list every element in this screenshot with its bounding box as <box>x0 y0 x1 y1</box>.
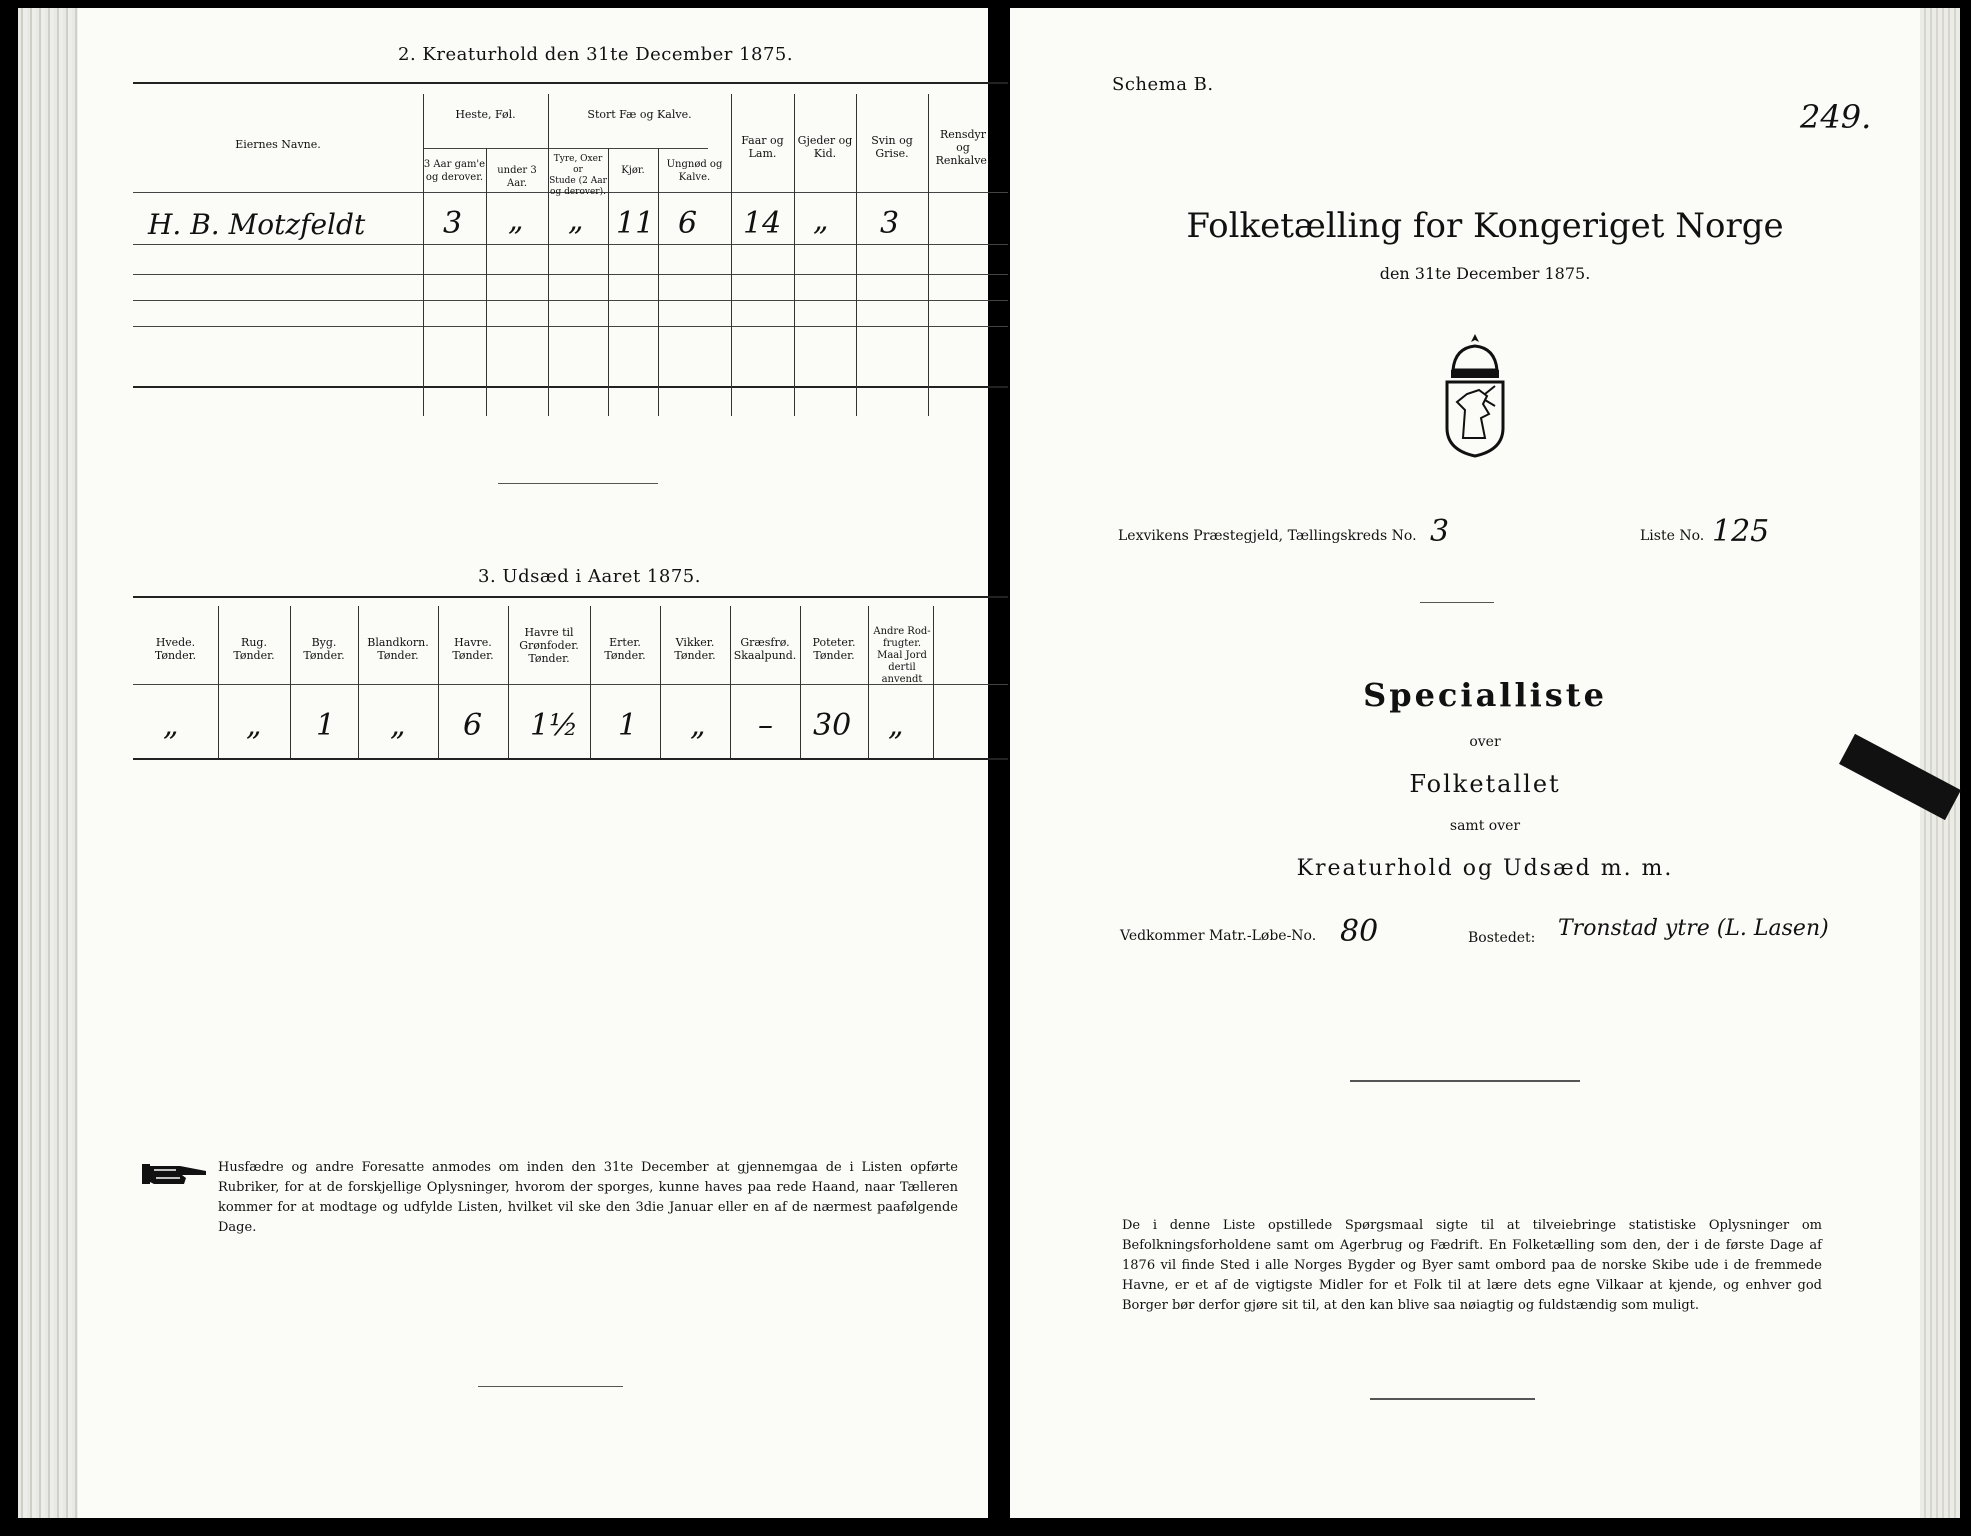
col-header-owner: Eiernes Navne. <box>235 138 321 151</box>
pointing-hand-icon <box>140 1158 210 1190</box>
col-header-rensdyr: Rensdyr og Renkalve. <box>935 128 991 167</box>
col-header-blandkorn: Blandkorn. Tønder. <box>367 636 429 662</box>
kreaturhold-text: Kreaturhold og Udsæd m. m. <box>1296 856 1674 881</box>
liste-label: Liste No. <box>1640 528 1705 544</box>
table-col <box>608 148 609 416</box>
cell-erter: 1 <box>618 708 638 743</box>
divider <box>1370 1398 1535 1400</box>
col-header-rug: Rug. Tønder. <box>233 636 275 662</box>
col-header-andre: Andre Rod- frugter. Maal Jord dertil anvendt <box>873 626 931 685</box>
schema-label: Schema B. <box>1112 74 1214 95</box>
cell-stort-a: „ <box>568 203 584 238</box>
table-col <box>358 606 359 758</box>
cell-vikker: „ <box>690 708 706 743</box>
col-header-gjeder: Gjeder og Kid. <box>797 134 853 160</box>
table-col <box>800 606 801 758</box>
col-header-heste: Heste, Føl. <box>455 108 516 121</box>
table-rule <box>133 274 1008 275</box>
matr-label: Vedkommer Matr.-Løbe-No. <box>1120 928 1317 944</box>
cell-hvede: „ <box>163 708 179 743</box>
specialliste-title: Specialliste <box>1363 676 1607 714</box>
page-edge <box>18 8 78 1518</box>
col-header-stort-c: Ungnød og Kalve. <box>666 159 723 183</box>
table-rule <box>133 758 1008 760</box>
col-header-poteter: Poteter. Tønder. <box>812 636 856 662</box>
page-number: 249. <box>1800 98 1872 136</box>
cell-heste-a: 3 <box>443 206 463 241</box>
table-col <box>658 148 659 416</box>
col-header-havre-gronfoder: Havre til Grønfoder. Tønder. <box>519 626 579 665</box>
matr-number: 80 <box>1340 914 1379 949</box>
left-page <box>18 8 991 1518</box>
cell-havre-gronfoder: 1½ <box>530 708 579 743</box>
table-col <box>730 606 731 758</box>
divider <box>498 483 658 484</box>
cell-byg: 1 <box>316 708 336 743</box>
parish-label: Lexvikens Præstegjeld, Tællingskreds No. <box>1118 528 1417 544</box>
cell-havre: 6 <box>463 708 483 743</box>
col-header-stort-b: Kjør. <box>621 165 645 176</box>
section3-title: 3. Udsæd i Aaret 1875. <box>478 566 701 587</box>
col-header-hvede: Hvede. Tønder. <box>154 636 197 662</box>
cell-faar: 14 <box>743 206 782 241</box>
table-rule <box>133 596 1008 598</box>
cell-stort-b: 11 <box>616 206 655 241</box>
table-col <box>423 94 424 416</box>
over-text: over <box>1469 734 1501 750</box>
table-rule <box>133 386 1008 388</box>
divider <box>478 1386 623 1387</box>
table-rule <box>133 300 1008 301</box>
cell-svin: 3 <box>880 206 900 241</box>
col-header-stort: Stort Fæ og Kalve. <box>587 108 692 121</box>
right-page <box>1010 8 1960 1518</box>
col-header-heste-b: under 3 Aar. <box>497 165 537 189</box>
cell-rug: „ <box>246 708 262 743</box>
col-header-havre: Havre. Tønder. <box>452 636 494 662</box>
section2-title: 2. Kreaturhold den 31te December 1875. <box>398 44 794 65</box>
table-rule <box>133 326 1008 327</box>
table-col <box>218 606 219 758</box>
col-header-erter: Erter. Tønder. <box>604 636 646 662</box>
cell-graesfro: – <box>758 708 773 743</box>
table-col <box>590 606 591 758</box>
owner-name: H. B. Motzfeldt <box>148 208 366 241</box>
divider <box>1350 1080 1580 1082</box>
cell-heste-b: „ <box>508 203 524 238</box>
table-col <box>660 606 661 758</box>
col-header-heste-a: 3 Aar gam'e og derover. <box>423 159 486 183</box>
col-header-svin: Svin og Grise. <box>871 134 913 160</box>
table-col <box>548 94 549 416</box>
divider <box>1420 602 1494 603</box>
col-header-vikker: Vikker. Tønder. <box>674 636 716 662</box>
table-rule <box>133 82 1008 84</box>
col-header-stort-a: Tyre, Oxer or Stude (2 Aar og derover). <box>549 154 607 197</box>
cell-gjeder: „ <box>813 203 829 238</box>
col-header-byg: Byg. Tønder. <box>303 636 345 662</box>
coat-of-arms-icon <box>1435 330 1515 460</box>
footer-text: De i denne Liste opstillede Spørgsmaal sigte til at tilveiebringe statistiske Oplysninger om Befolkningsforholdene samt om Agerbrug og Fædrift. En Folketælling som den, der i de første Dage af 1876 vil finde Sted i alle Norges Bygder og Byer samt ombord paa de norske Skibe ude i de fremmede Havne, er et af de vigtigste Midler for et Folk til at lære dets egne Vilkaar at kjende, og enhver god Borger bør derfor gjøre sit til, at den kan blive saa nøiagtig og fuldstændig som muligt. <box>1122 1218 1822 1313</box>
table-col <box>290 606 291 758</box>
bosted-label: Bostedet: <box>1468 930 1536 946</box>
main-title: Folketælling for Kongeriget Norge <box>1186 206 1784 246</box>
table-rule <box>133 244 1008 245</box>
notice-text: Husfædre og andre Foresatte anmodes om inden den 31te December at gjennemgaa de i Listen opførte Rubriker, for at de forskjellige Oplysninger, hvorom der sporges, kunne haves paa rede Haand, naar Tælleren kommer for at modtage og udfylde Listen, hvilket vil ske den 3die Januar eller en af de nærmest paafølgende Dage. <box>218 1160 958 1235</box>
cell-stort-c: 6 <box>678 206 698 241</box>
date-line: den 31te December 1875. <box>1379 264 1591 283</box>
col-header-faar: Faar og Lam. <box>741 134 784 160</box>
table-rule <box>423 148 708 149</box>
kreds-number: 3 <box>1430 514 1450 549</box>
liste-number: 125 <box>1712 514 1770 549</box>
cell-andre: „ <box>888 708 904 743</box>
cell-poteter: 30 <box>813 708 852 743</box>
col-header-graesfro: Græsfrø. Skaalpund. <box>733 636 797 662</box>
samt-over-text: samt over <box>1449 818 1521 834</box>
cell-blandkorn: „ <box>390 708 406 743</box>
table-col <box>438 606 439 758</box>
bosted-value: Tronstad ytre (L. Lasen) <box>1558 916 1829 941</box>
folketallet-text: Folketallet <box>1409 770 1561 798</box>
